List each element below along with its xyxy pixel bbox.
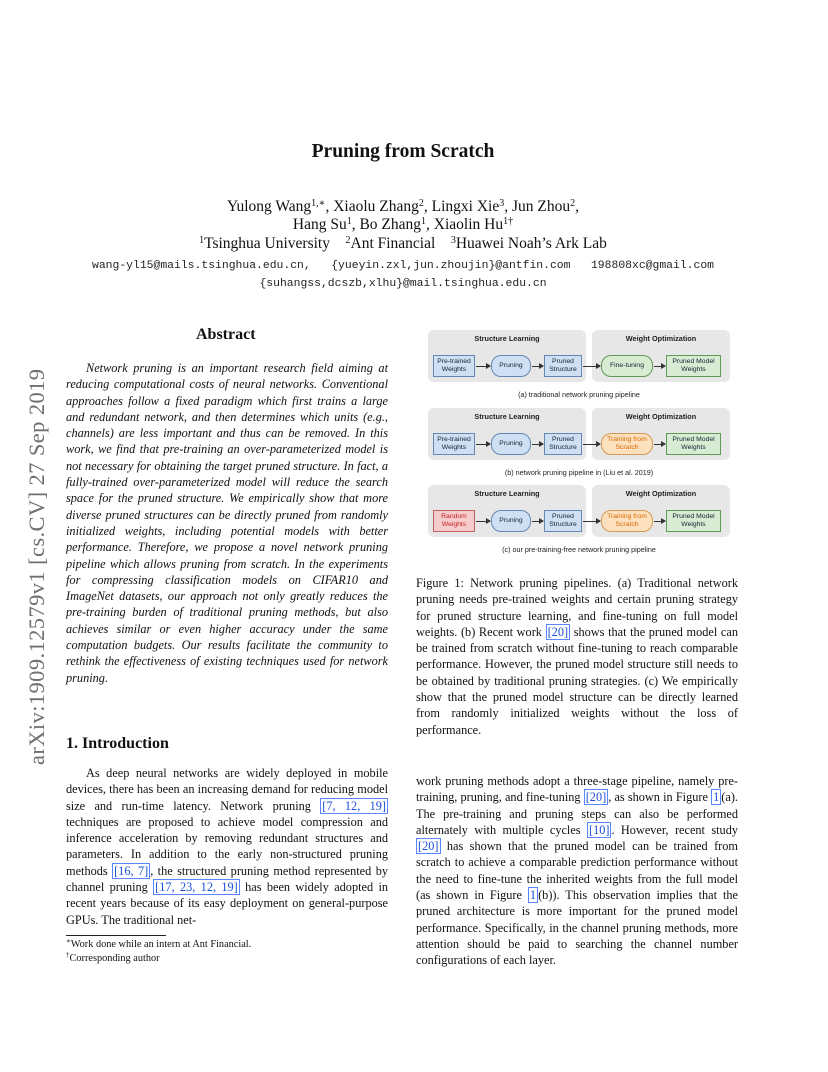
arrow	[654, 444, 665, 445]
arrow	[654, 366, 665, 367]
body-text-run: (a). The pre-training and pruning steps can also be performed alternately with multiple cycles	[416, 790, 738, 837]
figure-caption	[416, 575, 738, 738]
node-training-from-scratch: Training from Scratch	[601, 510, 653, 532]
arxiv-stamp: arXiv:1909.12579v1 [cs.CV] 27 Sep 2019	[24, 368, 49, 765]
node-training-from-scratch: Training from Scratch	[601, 433, 653, 455]
structure-learning-title: Structure Learning	[474, 489, 540, 498]
emails-line-2: {suhangss,dcszb,xlhu}@mail.tsinghua.edu.cn	[259, 278, 547, 290]
arrow	[532, 366, 543, 367]
figure-ref-link[interactable]: 1	[529, 888, 537, 903]
node-pruned-model-weights: Pruned Model Weights	[666, 433, 721, 455]
weight-optimization-title: Weight Optimization	[625, 489, 697, 498]
emails-line-1: wang-yl15@mails.tsinghua.edu.cn, {yueyin.zxl,jun.zhoujin}@antfin.com 198808xc@gmail.com	[91, 260, 715, 272]
arrow	[476, 444, 490, 445]
figure-ref-link[interactable]: 1	[713, 790, 720, 805]
author-sup: 1†	[503, 216, 514, 227]
node-pruning: Pruning	[491, 510, 531, 532]
footnote-text: Corresponding author	[69, 953, 160, 964]
arrow	[583, 521, 600, 522]
node-pretrained-weights: Pre-trained Weights	[433, 355, 475, 377]
node-fine-tuning: Fine-tuning	[601, 355, 653, 377]
author-name: , Xiaolu Zhang	[325, 198, 419, 215]
author-sup: 2	[570, 198, 576, 209]
author-name: , Bo Zhang	[351, 216, 422, 233]
node-pruning: Pruning	[491, 355, 531, 377]
node-pretrained-weights: Pre-trained Weights	[433, 433, 475, 455]
intro-text-run: , the structured pruning method represented by channel pruning	[66, 863, 388, 895]
citation-link[interactable]: [20]	[547, 624, 569, 639]
structure-learning-title: Structure Learning	[474, 412, 540, 421]
affiliations	[0, 234, 806, 254]
right-column-paragraph	[416, 773, 738, 969]
author-name: , Jun Zhou	[504, 198, 571, 215]
footnote-rule	[66, 935, 166, 936]
author-sup: 1	[346, 216, 352, 227]
node-pruned-model-weights: Pruned Model Weights	[666, 510, 721, 532]
affil-sup: 3	[450, 235, 456, 246]
author-sup: 3	[499, 198, 505, 209]
node-pruned-structure: Pruned Structure	[544, 433, 582, 455]
figure-panel-c	[428, 485, 730, 537]
node-pruning: Pruning	[491, 433, 531, 455]
arrow	[476, 521, 490, 522]
subfigure-caption-a: (a) traditional network pruning pipeline	[518, 390, 640, 399]
author-sup: 1	[421, 216, 427, 227]
footnote-2	[66, 953, 160, 964]
caption-text-run: Figure 1: Network pruning pipelines. (a) Traditional network pruning needs pre-trained weights and certain pruning strategy for pruned structure learning, and fine-tuning on full model weights. (b) Recent work	[416, 576, 738, 639]
weight-optimization-title: Weight Optimization	[625, 334, 697, 343]
affil-name: Ant Financial	[350, 235, 436, 252]
citation-link[interactable]: [20]	[418, 839, 439, 854]
citation-link[interactable]: [16, 7]	[114, 863, 149, 878]
author-name: , Lingxi Xie	[423, 198, 500, 215]
node-pruned-model-weights: Pruned Model Weights	[666, 355, 721, 377]
abstract-heading: Abstract	[196, 326, 256, 343]
affil-sup: 2	[345, 235, 351, 246]
intro-text-run: As deep neural networks are widely deployed in mobile devices, there has been an increasing demand for reducing model size and run-time latency. Network pruning	[66, 766, 388, 813]
author-sup: 1,∗	[311, 198, 326, 209]
citation-link[interactable]: [10]	[588, 822, 610, 837]
subfigure-caption-b: (b) network pruning pipeline in (Liu et al. 2019)	[504, 468, 654, 477]
node-pruned-structure: Pruned Structure	[544, 355, 582, 377]
abstract-text: Network pruning is an important research field aiming at reducing computational costs of neural networks. Conventional approaches follow a fixed paradigm which first trains a large and redundant network, and then determines which units (e.g., channels) are less important and thus can be removed. In this work, we find that pre-training an over-parameterized model is not necessary for obtaining the target pruned structure. In fact, a fully-trained over-parameterized model will reduce the search space for the pruned structure. We empirically show that more diverse pruned structures can be directly pruned from randomly initialized weights, including potential models with better performance. Therefore, we propose a novel network pruning pipeline which allows pruning from scratch. In the experiments for compressing classification models on CIFAR10 and ImageNet datasets, our approach not only greatly reduces the pre-training burden of traditional pruning methods, but also achieves similar or even higher accuracy under the same computation budgets. Our results facilitate the community to rethink the effectiveness of existing techniques used for network pruning.	[66, 361, 388, 685]
figure-panel-b	[428, 408, 730, 460]
node-random-weights: Random Weights	[433, 510, 475, 532]
author-name: , Xiaolin Hu	[426, 216, 504, 233]
citation-link[interactable]: [7, 12, 19]	[322, 798, 386, 813]
footnote-text: Work done while an intern at Ant Financial.	[70, 939, 252, 950]
citation-link[interactable]: [17, 23, 12, 19]	[155, 880, 238, 895]
weight-optimization-title: Weight Optimization	[625, 412, 697, 421]
arrow	[654, 521, 665, 522]
affil-name: Tsinghua University	[204, 235, 330, 252]
arrow	[532, 444, 543, 445]
author-name: Hang Su	[292, 216, 347, 233]
body-text-run: . However, recent study	[611, 822, 738, 837]
footnote-mark: †	[66, 951, 70, 959]
node-pruned-structure: Pruned Structure	[544, 510, 582, 532]
body-text-run: (b)). This observation implies that the pruned architecture is more important for the pruned model performance. Specifically, in the channel pruning methods, more attention should be paid to searching the channel number configurations of each layer.	[416, 888, 739, 968]
intro-text-run: has been widely adopted in recent years because of its easy deployment on general-purpose GPUs. The traditional net-	[66, 880, 389, 927]
citation-link[interactable]: [20]	[585, 790, 607, 805]
subfigure-caption-c: (c) our pre-training-free network pruning pipeline	[502, 545, 656, 554]
arrow	[532, 521, 543, 522]
body-text-run: , as shown in Figure	[608, 790, 712, 805]
author-name: Yulong Wang	[227, 198, 312, 215]
affil-sup: 1	[199, 235, 205, 246]
authors-line-1	[0, 197, 806, 217]
authors-line-2	[0, 215, 806, 235]
affil-name: Huawei Noah’s Ark Lab	[455, 235, 607, 252]
figure-1	[428, 330, 730, 560]
author-sup: 2	[418, 198, 424, 209]
arrow	[476, 366, 490, 367]
paper-title: Pruning from Scratch	[311, 141, 495, 162]
author-sep: ,	[575, 198, 579, 215]
intro-text-run: techniques are proposed to achieve model compression and inference acceleration by removing redundant structures and parameters. In addition to the early non-structured pruning methods	[66, 814, 388, 878]
structure-learning-title: Structure Learning	[474, 334, 540, 343]
footnote-mark: ∗	[66, 937, 71, 945]
intro-paragraph	[66, 765, 388, 928]
body-text-run: work pruning methods adopt a three-stage pipeline, namely pre-training, pruning, and fine-tuning	[416, 774, 738, 805]
figure-panel-a	[428, 330, 730, 382]
footnote-1	[66, 939, 251, 950]
intro-heading: 1. Introduction	[66, 735, 169, 752]
caption-text-run: shows that the pruned model can be trained from scratch without fine-tuning to reach comparable performance. However, the pruned model structure still needs to be obtained by traditional pruning strategies. (c) We empirically show that the pruned model structure can be directly learned from randomly initialized weights without the loss of performance.	[416, 624, 738, 737]
body-text-run: has shown that the pruned model can be trained from scratch to achieve a comparable prediction performance without the need to fine-tune the inherited weights from the full model (as shown in Figure	[416, 839, 738, 903]
arrow	[583, 366, 600, 367]
arrow	[583, 444, 600, 445]
